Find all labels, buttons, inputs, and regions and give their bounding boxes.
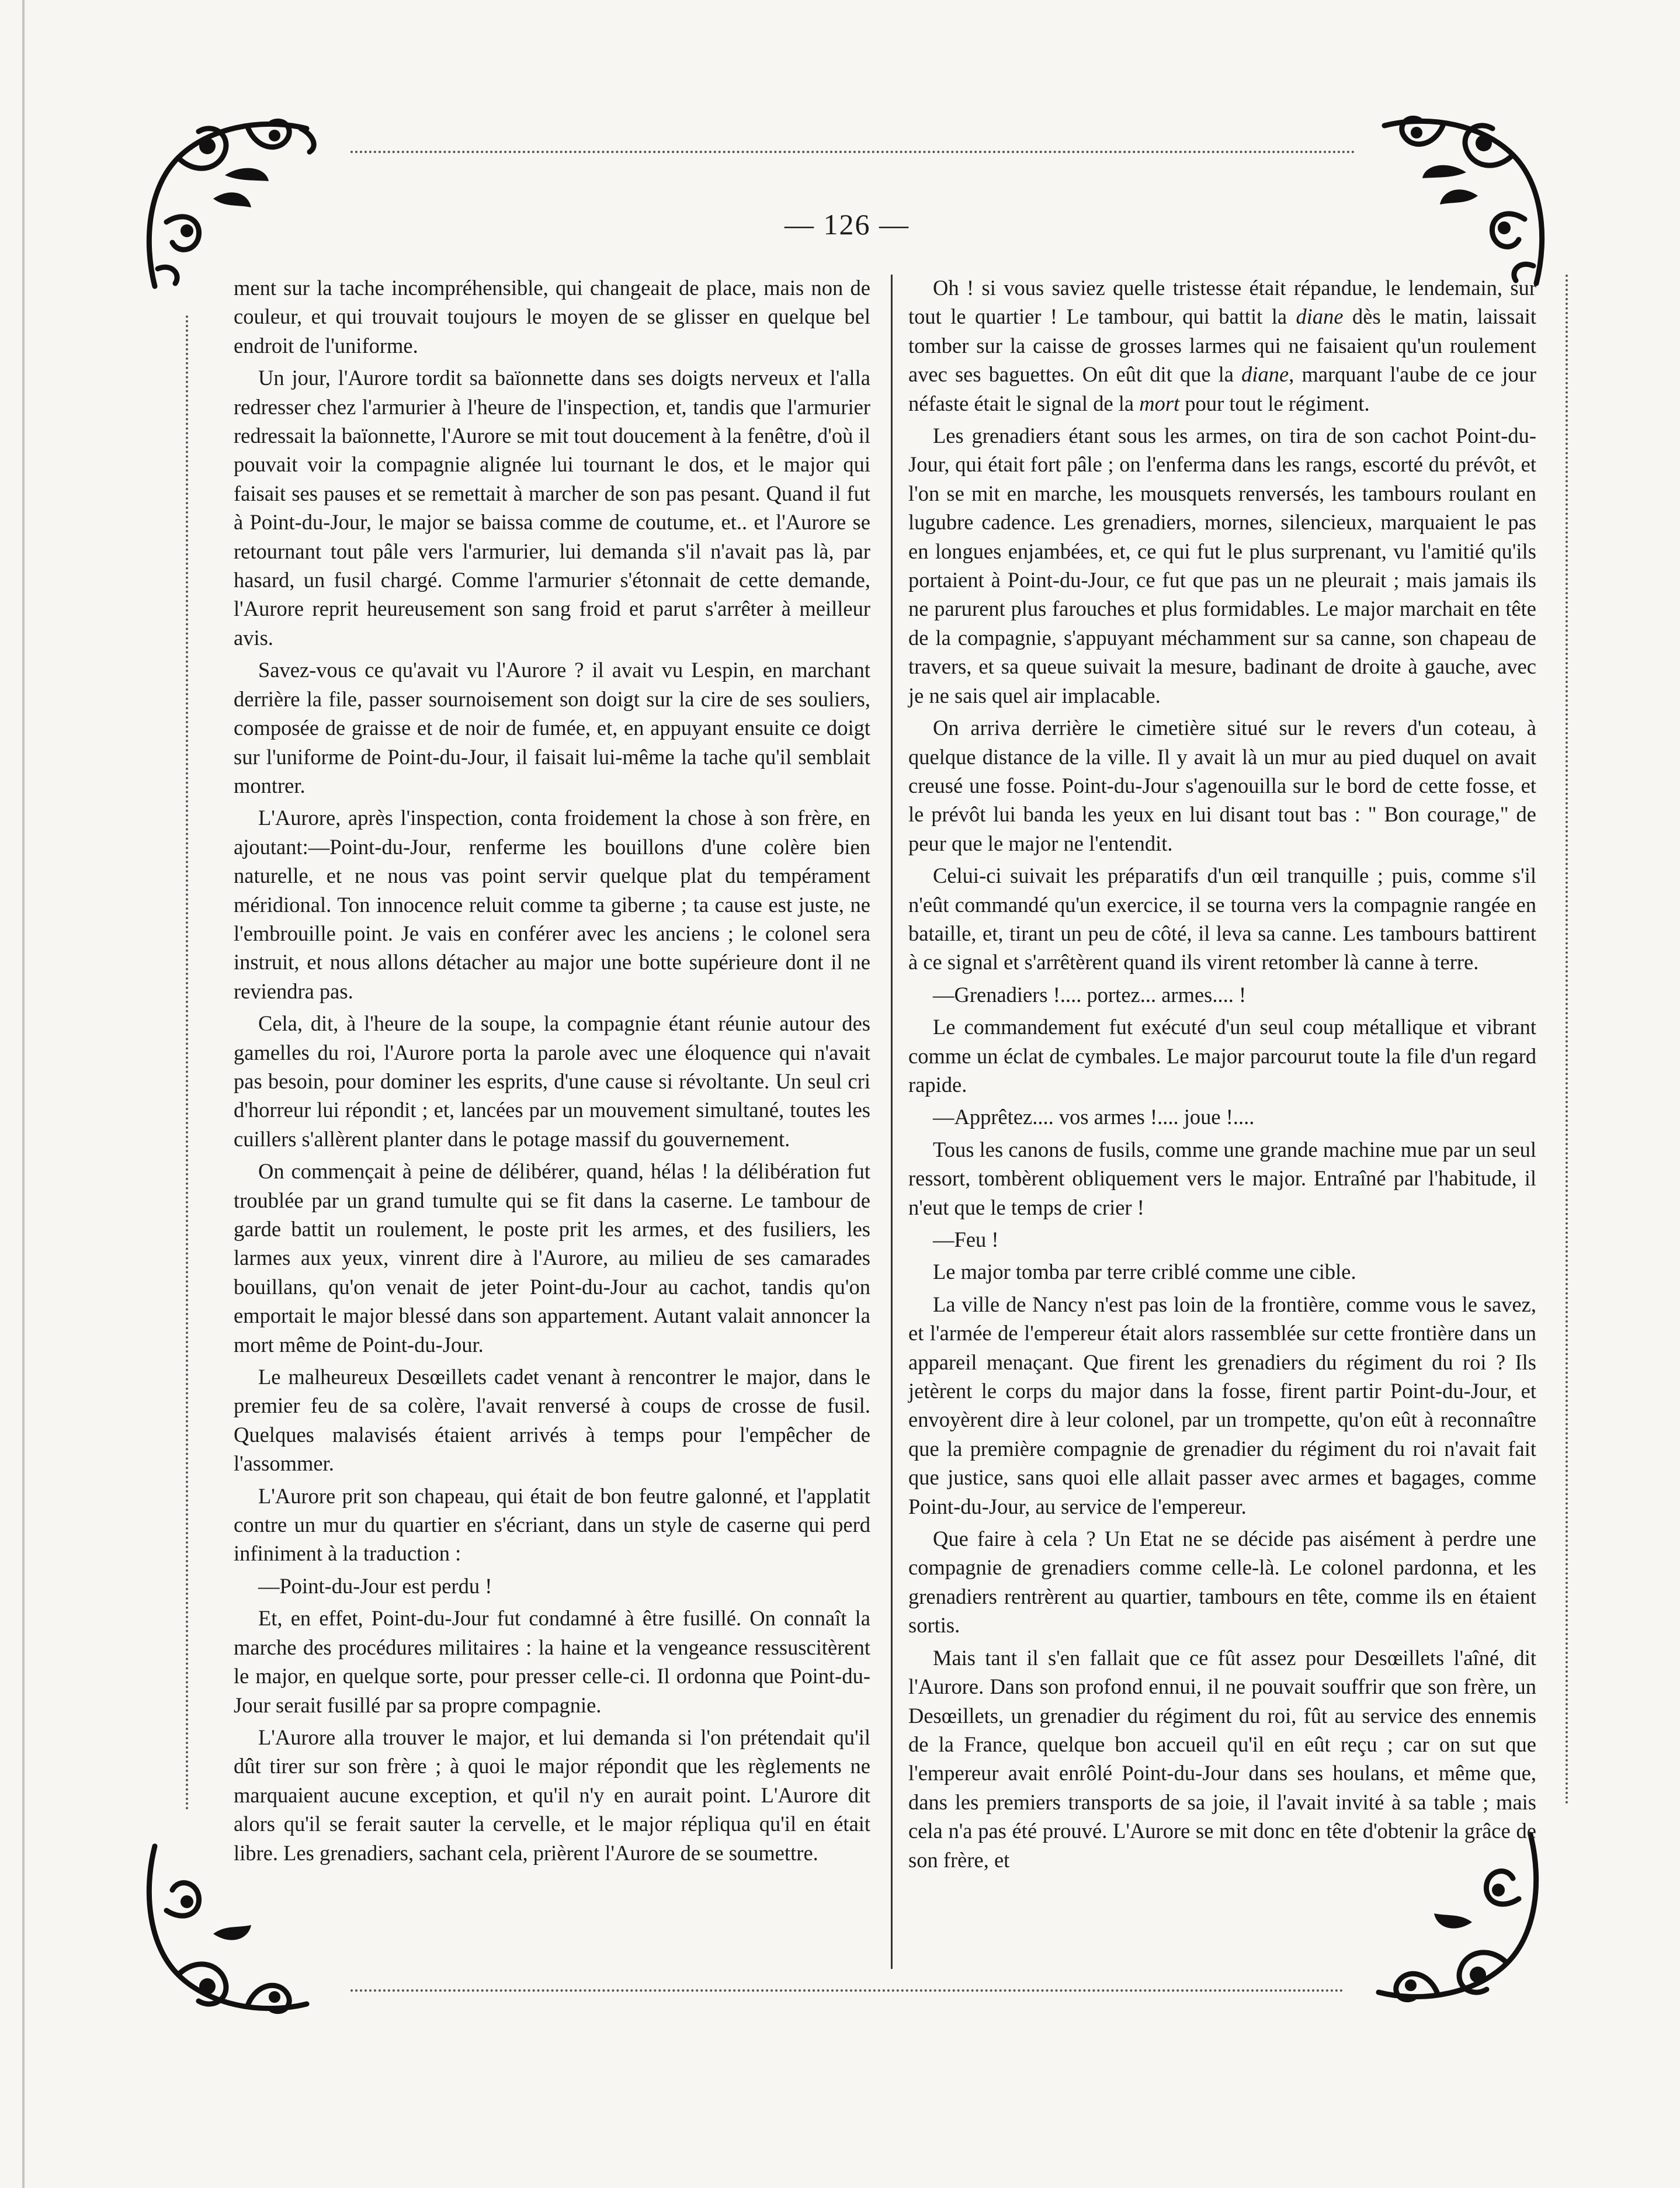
dialogue-line: —Apprêtez.... vos armes !.... joue !.... [933, 1105, 1255, 1129]
text-run: , marquant l'aube de ce jour néfaste était le signal de la [908, 362, 1536, 415]
border-rule-bottom [350, 1989, 1344, 1992]
italic-word: mort [1139, 391, 1180, 415]
paragraph: Et, en effet, Point-du-Jour fut condamné à être fusillé. On connaît la marche des procédures militaires : la haine et la vengeance ressuscitèrent le major, en quelque sorte, pour presser celle-ci. Il ordonna que Point-du-Jour serait fusillé par sa propre compagnie. [234, 1606, 870, 1717]
italic-word: diane [1296, 304, 1344, 329]
column-divider [891, 275, 893, 1969]
paragraph: Le commandement fut exécuté d'un seul coup métallique et vibrant comme un éclat de cymbales. Le major parcourut toute la file d'un regard rapide. [908, 1015, 1536, 1097]
border-rule-left [186, 315, 188, 1811]
paragraph: Tous les canons de fusils, comme une grande machine mue par un seul ressort, tombèrent obliquement vers le major. Entraîné par l'habitude, il n'eut que le temps de crier ! [908, 1137, 1536, 1219]
scan-edge [22, 0, 25, 2188]
paragraph: Les grenadiers étant sous les armes, on tira de son cachot Point-du-Jour, qui était fort pâle ; on l'enferma dans les rangs, escorté du prévôt, et l'on se mit en marche, les mousquets renversés, les tambours roulant en lugubre cadence. Les grenadiers, mornes, silencieux, marquaient le pas en longues enjambées, et, ce qui fut le plus surprenant, vu l'amitié qu'ils portaient à Point-du-Jour, ce fut que pas un ne pleurait ; mais jamais ils ne parurent plus farouches et plus formidables. Le major marchait en tête de la compagnie, s'appuyant méchamment sur sa canne, son chapeau de travers, et sa queue suivait la mesure, badinant de droite à gauche, avec je ne sais quel air implacable. [908, 424, 1536, 708]
paragraph: On arriva derrière le cimetière situé sur le revers d'un coteau, à quelque distance de la ville. Il y avait là un mur au pied duquel on avait creusé une fosse. Point-du-Jour s'agenouilla sur le bord de cette fosse, et le prévôt lui banda les yeux en lui disant tout bas : " Bon courage," de peur que le major ne l'entendit. [908, 716, 1536, 855]
paragraph: Le malheureux Desœillets cadet venant à rencontrer le major, dans le premier feu de sa colère, l'avait renversé à coups de crosse de fusil. Quelques malavisés étaient arrivés à temps pour l'empêcher de l'assommer. [234, 1365, 870, 1476]
paragraph: Celui-ci suivait les préparatifs d'un œil tranquille ; puis, comme s'il n'eût commandé qu'un exercice, il se tourna vers la compagnie rangée en bataille, et, tirant un peu de côté, il leva sa canne. Les tambours battirent à ce signal et s'arrêtèrent quand ils virent retomber là canne à terre. [908, 864, 1536, 975]
text-run: pour tout le régiment. [1179, 391, 1370, 415]
right-column [908, 273, 1536, 1878]
paragraph: La ville de Nancy n'est pas loin de la frontière, comme vous le savez, et l'armée de l'empereur était alors rassemblée sur cette frontière dans un appareil menaçant. Que firent les grenadiers du régiment du roi ? Ils jetèrent le corps du major dans la fosse, firent partir Point-du-Jour, et envoyèrent dire à leur colonel, par un trompette, qu'on eût à reconnaître que la première compagnie de grenadier du régiment du roi n'avait fait que justice, sans quoi elle allait passer avec armes et bagages, comme Point-du-Jour, au service de l'empereur. [908, 1292, 1536, 1518]
paragraph: Cela, dit, à l'heure de la soupe, la compagnie étant réunie autour des gamelles du roi, l'Aurore porta la parole avec une éloquence qui n'avait pas besoin, pour dominer les esprits, d'une cause si révoltante. Un seul cri d'horreur lui répondit ; et, lancées par un mouvement simultané, toutes les cuillers s'allèrent planter dans le potage massif du gouvernement. [234, 1011, 870, 1151]
dialogue-line: —Point-du-Jour est perdu ! [258, 1573, 492, 1598]
border-rule-right [1566, 275, 1568, 1805]
corner-ornament-top-right-icon [1349, 91, 1560, 301]
paragraph: L'Aurore alla trouver le major, et lui demanda si l'on prétendait qu'il dût tirer sur son frère ; à quoi le major répondit que les règlements ne marquaient aucune exception, et qu'il n'y en aurait point. L'Aurore dit alors qu'il se ferait sauter la cervelle, et le major répliqua qu'il en était libre. Les grenadiers, sachant cela, prièrent l'Aurore de se soumettre. [234, 1725, 870, 1865]
paragraph: Mais tant il s'en fallait que ce fût assez pour Desœillets l'aîné, dit l'Aurore. Dans son profond ennui, il ne pouvait souffrir que son frère, un Desœillets, un grenadier du régiment du roi, fût au service des ennemis de la France, quelque bon accueil qu'il en eût reçu ; car on sut que l'empereur avait enrôlé Point-du-Jour dans ses houlans, et même que, dans les premiers transports de sa joie, il l'avait invité à sa table ; mais cela n'a pas été prouvé. L'Aurore se mit donc en tête d'obtenir la grâce de son frère, et [908, 1645, 1536, 1872]
left-column [234, 273, 870, 1871]
italic-word: diane [1241, 362, 1289, 387]
dialogue-line: —Feu ! [933, 1228, 999, 1251]
paragraph: Que faire à cela ? Un Etat ne se décide pas aisément à perdre une compagnie de grenadiers comme celle-là. Le colonel pardonna, et les grenadiers rentrèrent au quartier, tambours en tête, comme ils en étaient sortis. [908, 1527, 1536, 1638]
paragraph: L'Aurore prit son chapeau, qui était de bon feutre galonné, et l'applatit contre un mur du quartier en s'écriant, dans un style de caserne qui perd infiniment à la traduction : [234, 1483, 870, 1566]
text-run: dès le matin, laissait tomber sur la caisse de grosses larmes qui ne faisaient qu'un roulement avec ses baguettes. On eût dit que la [908, 304, 1536, 387]
paragraph: On commençait à peine de délibérer, quand, hélas ! la délibération fut troublée par un grand tumulte qui se fit dans la caserne. Le tambour de garde battit un roulement, le poste prit les armes, et des fusiliers, les larmes aux yeux, vinrent dire à l'Aurore, au milieu de ses camarades bouillans, qu'on venait de jeter Point-du-Jour au cachot, tandis qu'on emportait le major blessé dans son appartement. Autant valait annoncer la mort même de Point-du-Jour. [234, 1159, 870, 1357]
paragraph: L'Aurore, après l'inspection, conta froidement la chose à son frère, en ajoutant:—Point-du-Jour, renferme les bouillons d'une colère bien naturelle, et ne nous vas point servir quelque plat du tempérament méridional. Ton innocence reluit comme ta giberne ; ta cause est juste, ne l'embrouille point. Je vais en conférer avec les anciens ; le colonel sera instruit, et nous allons détacher au major une botte supérieure dont il ne reviendra pas. [234, 806, 870, 1003]
page-number: — 126 — [785, 208, 910, 241]
paragraph: Le major tomba par terre criblé comme une cible. [933, 1260, 1356, 1284]
border-rule-top [350, 151, 1355, 153]
corner-ornament-top-left-icon [131, 93, 342, 304]
text-run: Oh ! si vous saviez quelle tristesse était répandue, le lendemain, sur tout le quartier ! Le tambour, qui battit la [908, 276, 1536, 329]
paragraph: Un jour, l'Aurore tordit sa baïonnette dans ses doigts nerveux et l'alla redresser chez l'armurier à l'heure de l'inspection, et, tandis que l'armurier redressait la baïonnette, l'Aurore se mit tout doucement à la fenêtre, d'où il pouvait voir la compagnie alignée lui tournant le dos, et le major qui faisait ses pauses et se remettait à marcher de son pas pesant. Quand il fut à Point-du-Jour, le major se baissa comme de coutume, et.. et l'Aurore se retournant tout pâle vers l'armurier, lui demanda s'il n'avait pas là, par hasard, un fusil chargé. Comme l'armurier s'étonnait de cette demande, l'Aurore reprit heureusement son sang froid et parut s'arrêter à meilleur avis. [234, 366, 870, 650]
dialogue-line: —Grenadiers !.... portez... armes.... ! [933, 982, 1247, 1007]
paragraph [908, 273, 1536, 418]
paragraph: ment sur la tache incompréhensible, qui changeait de place, mais non de couleur, et qui trouvait toujours le moyen de se glisser en quelque bel endroit de l'uniforme. [234, 276, 870, 358]
paragraph: Savez-vous ce qu'avait vu l'Aurore ? il avait vu Lespin, en marchant derrière la file, passer sournoisement son doigt sur la cire de ses souliers, composée de graisse et de noir de fumée, et, en appuyant ensuite ce doigt sur l'uniforme de Point-du-Jour, il faisait lui-même la tache qu'il semblait montrer. [234, 658, 870, 797]
